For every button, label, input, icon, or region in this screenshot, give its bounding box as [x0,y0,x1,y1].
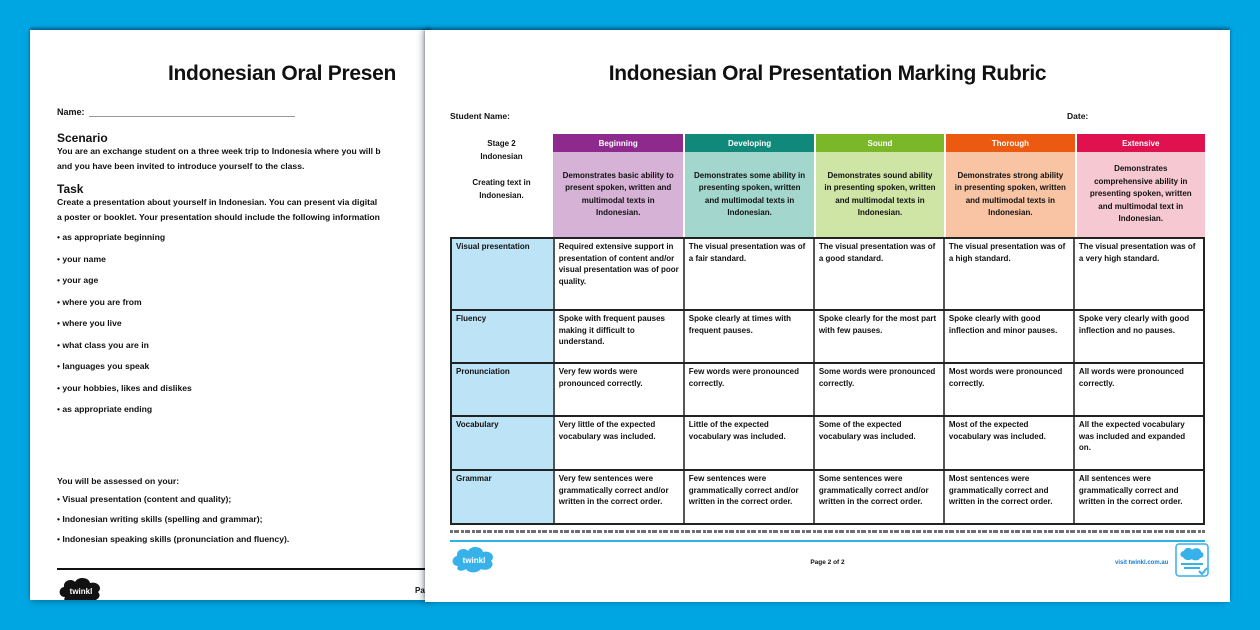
level-name: Beginning [553,134,683,152]
criterion-fluency: Fluency [452,311,553,362]
level-description: Demonstrates some ability in presenting spoken, written and multimodal texts in Indonesian. [685,152,813,237]
rubric-cell: Required extensive support in presentation of content and/or visual presentation was of poor quality. [553,239,683,309]
criterion-vocabulary: Vocabulary [452,417,553,469]
rubric-cell: All words were pronounced correctly. [1073,364,1203,415]
level-developing [683,134,813,237]
stage-label: Stage 2 [487,139,516,148]
website-link[interactable]: visit twinkl.com.au [1115,560,1169,566]
stage-descriptor [450,134,553,237]
list-item: • Visual presentation (content and quality); [57,494,289,514]
level-name: Sound [816,134,944,152]
rubric-page [425,30,1230,602]
list-item: • languages you speak [57,361,192,383]
task-sheet-title: Indonesian Oral Presen [168,62,396,85]
list-item: • Indonesian speaking skills (pronunciation and fluency). [57,534,289,554]
rubric-cell: Most words were pronounced correctly. [943,364,1073,415]
level-extensive [1075,134,1205,237]
rubric-cell: Most of the expected vocabulary was included. [943,417,1073,469]
level-description: Demonstrates strong ability in presenting spoken, written and multimodal texts in Indonesian. [946,152,1074,237]
list-item: • where you are from [57,297,192,319]
rubric-cell: Some of the expected vocabulary was included. [813,417,943,469]
rubric-title: Indonesian Oral Presentation Marking Rubric [608,62,1047,85]
rubric-header-row [450,134,1205,237]
task-heading: Task [57,182,84,196]
level-name: Developing [685,134,813,152]
twinkl-logo [57,575,105,600]
criterion-visual-presentation: Visual presentation [452,239,553,309]
table-row [452,239,1203,309]
rubric-cell: All sentences were grammatically correct and written in the correct order. [1073,471,1203,523]
rubric-cell: Spoke clearly with good inflection and minor pauses. [943,311,1073,362]
task-line: Create a presentation about yourself in Indonesian. You can present via digital [57,197,378,207]
level-thorough [944,134,1074,237]
list-item: • your hobbies, likes and dislikes [57,383,192,405]
list-item: • what class you are in [57,340,192,362]
criterion-grammar: Grammar [452,471,553,523]
table-row [452,415,1203,469]
level-description: Demonstrates basic ability to present spoken, written and multimodal texts in Indonesian. [553,152,683,237]
rubric-cell: Spoke clearly for the most part with few pauses. [813,311,943,362]
task-sheet-page [30,30,430,600]
rubric-cell: The visual presentation was of a good standard. [813,239,943,309]
page-number: Page 2 of 2 [810,559,845,566]
list-item: • your age [57,275,192,297]
rubric-cell: Most sentences were grammatically correct and written in the correct order. [943,471,1073,523]
outcome-label: Creating text in [472,178,531,187]
quality-badge-icon [1175,543,1209,582]
name-label: Name: [57,107,85,117]
rubric-cell: Spoke very clearly with good inflection and no pauses. [1073,311,1203,362]
name-line [89,109,295,117]
level-name: Extensive [1077,134,1205,152]
rubric-cell: All the expected vocabulary was included and expanded on. [1073,417,1203,469]
rubric-cell: Few sentences were grammatically correct and/or written in the correct order. [683,471,813,523]
outcome-label: Indonesian. [479,191,524,200]
footnote-text [450,530,1205,533]
criterion-pronunciation: Pronunciation [452,364,553,415]
rubric-cell: The visual presentation was of a very high standard. [1073,239,1203,309]
assessment-heading: You will be assessed on your: [57,476,180,486]
marking-rubric-table [450,134,1205,525]
rubric-cell: Some words were pronounced correctly. [813,364,943,415]
rubric-cell: The visual presentation was of a fair standard. [683,239,813,309]
rubric-cell: Spoke with frequent pauses making it difficult to understand. [553,311,683,362]
list-item: • as appropriate beginning [57,232,192,254]
date-label: Date: [1067,111,1089,121]
assessment-list [57,494,289,554]
rubric-cell: Little of the expected vocabulary was included. [683,417,813,469]
rubric-cell: Few words were pronounced correctly. [683,364,813,415]
list-item: • Indonesian writing skills (spelling and grammar); [57,514,289,534]
footer-divider [57,568,430,570]
rubric-cell: Very few words were pronounced correctly. [553,364,683,415]
level-beginning [553,134,683,237]
rubric-cell: Spoke clearly at times with frequent pauses. [683,311,813,362]
task-line: a poster or booklet. Your presentation should include the following information [57,212,380,222]
task-text [57,195,430,225]
level-description: Demonstrates sound ability in presenting spoken, written and multimodal texts in Indonesian. [816,152,944,237]
scenario-heading: Scenario [57,131,108,145]
svg-text:twinkl: twinkl [462,556,486,565]
level-name: Thorough [946,134,1074,152]
rubric-grid [450,237,1205,525]
level-sound [814,134,944,237]
rubric-cell: The visual presentation was of a high standard. [943,239,1073,309]
footer-divider [450,540,1205,542]
rubric-cell: Very few sentences were grammatically correct and/or written in the correct order. [553,471,683,523]
table-row [452,362,1203,415]
rubric-cell: Very little of the expected vocabulary was included. [553,417,683,469]
table-row [452,309,1203,362]
rubric-cell: Some sentences were grammatically correct and/or written in the correct order. [813,471,943,523]
list-item: • your name [57,254,192,276]
list-item: • as appropriate ending [57,404,192,426]
scenario-line: and you have been invited to introduce yourself to the class. [57,161,305,171]
svg-text:twinkl: twinkl [69,587,93,596]
task-checklist [57,232,192,426]
table-row [452,469,1203,523]
name-field-row [57,107,295,117]
list-item: • where you live [57,318,192,340]
level-description: Demonstrates comprehensive ability in presenting spoken, written and multimodal text in Indonesian. [1077,152,1205,237]
page-number: Pa [415,586,425,595]
student-name-label: Student Name: [450,111,510,121]
subject-label: Indonesian [480,152,523,161]
scenario-text [57,144,430,174]
scenario-line: You are an exchange student on a three week trip to Indonesia where you will b [57,146,381,156]
